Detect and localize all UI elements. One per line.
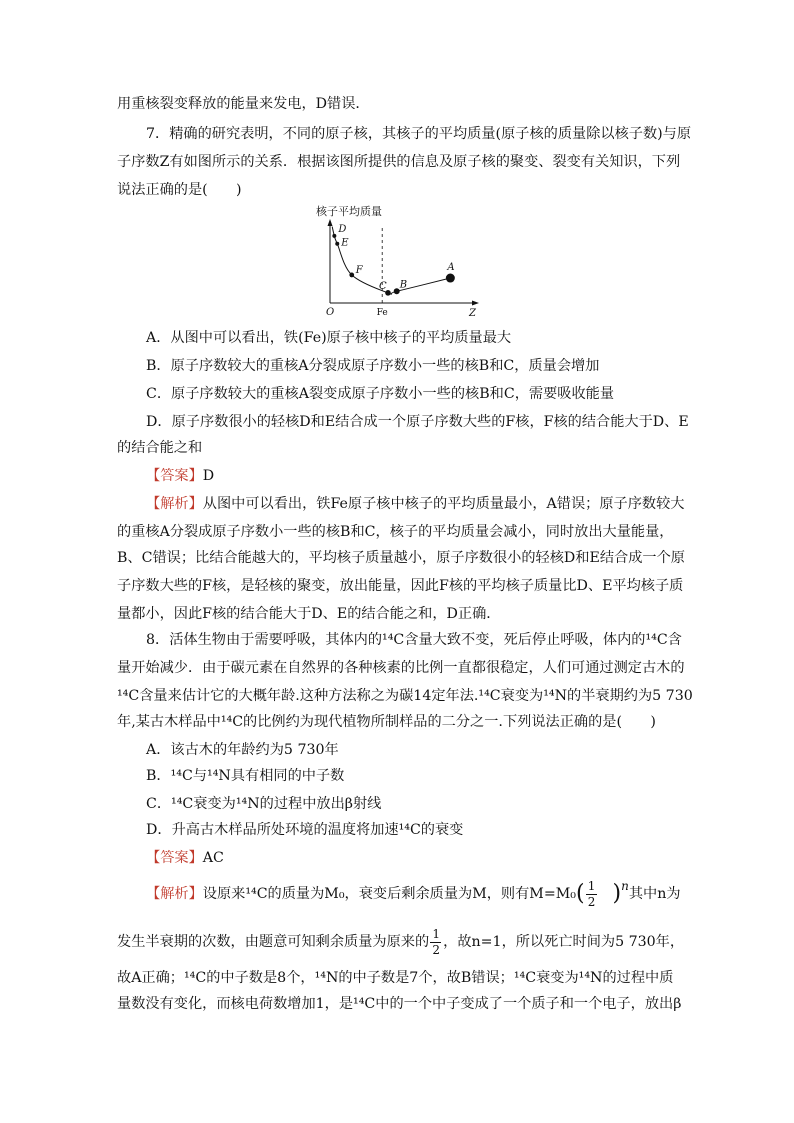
analysis-text: 其中n为 [628, 886, 681, 902]
answer-line [146, 466, 214, 486]
answer-value: AC [202, 850, 224, 866]
fraction-denominator: 2 [432, 943, 440, 957]
fraction-numerator: 1 [432, 927, 440, 941]
analysis-text: 发生半衰期的次数，由题意可知剩余质量为原来的 [117, 934, 430, 950]
question-7-stem: 说法正确的是( ) [117, 182, 242, 198]
option-a: A．该古木的年龄约为5 730年 [146, 742, 339, 758]
question-8-stem: ¹⁴C含量来估计它的大概年龄.这种方法称之为碳14定年法.¹⁴C衰变为¹⁴N的半衰期约为5 730 [117, 688, 693, 704]
fe-label: Fe [376, 308, 388, 318]
question-8-stem: 年,某古木样品中¹⁴C的比例约为现代植物所制样品的二分之一.下列说法正确的是( ) [117, 714, 656, 730]
fraction-half [429, 927, 443, 957]
analysis-line: 量数没有变化，而核电荷数增加1，是¹⁴C中的一个中子变成了一个质子和一个电子，放出β [117, 996, 682, 1012]
point-label-a: A [447, 262, 455, 274]
analysis-line: 量都小，因此F核的结合能大于D、E的结合能之和，D正确． [117, 606, 501, 622]
x-axis-label: Z [469, 308, 476, 319]
analysis-line: 的重核A分裂成原子序数小一些的核B和C，核子的平均质量会减小，同时放出大量能量， [117, 524, 674, 540]
analysis-line: B、C错误；比结合能越大的，平均核子质量越小，原子序数很小的轻核D和E结合成一个原 [117, 550, 685, 566]
option-b: B．原子序数较大的重核A分裂成原子序数小一些的核B和C，质量会增加 [146, 358, 600, 374]
y-axis-label: 核子平均质量 [316, 205, 382, 218]
point-a [446, 274, 455, 283]
x-axis-arrow [472, 301, 479, 306]
answer-tag: 【答案】 [146, 468, 203, 484]
option-a: A．从图中可以看出，铁(Fe)原子核中核子的平均质量最大 [146, 330, 512, 346]
analysis-text: 设原来¹⁴C的质量为M₀，衰变后剩余质量为M，则有M=M₀ [202, 886, 576, 902]
question-7-stem: 子序数Z有如图所示的关系．根据该图所提供的信息及原子核的聚变、裂变有关知识，下列 [117, 154, 681, 170]
point-label-c: C [379, 280, 387, 292]
exponent-n: n [621, 879, 629, 893]
analysis-line-formula [146, 879, 681, 909]
point-label-d: D [338, 223, 347, 235]
answer-value: D [202, 468, 215, 484]
origin-label: O [326, 307, 335, 318]
option-b: B．¹⁴C与¹⁴N具有相同的中子数 [146, 768, 345, 784]
fraction-denominator: 2 [587, 895, 596, 909]
point-d [332, 234, 336, 238]
analysis-tag: 【解析】 [146, 496, 203, 512]
analysis-text: 从图中可以看出，铁Fe原子核中核子的平均质量最小，A错误；原子序数较大 [202, 496, 685, 512]
analysis-line-fraction [117, 927, 685, 957]
option-d: D．原子序数很小的轻核D和E结合成一个原子序数大些的F核，F核的结合能大于D、E [146, 414, 689, 430]
question-7-stem: 7．精确的研究表明，不同的原子核，其核子的平均质量(原子核的质量除以核子数)与原 [146, 126, 692, 142]
analysis-text: ，故n=1，所以死亡时间为5 730年， [443, 934, 685, 950]
answer-tag: 【答案】 [146, 850, 203, 866]
fraction-numerator: 1 [587, 879, 596, 893]
answer-line [146, 848, 224, 868]
analysis-line: 故A正确；¹⁴C的中子数是8个，¹⁴N的中子数是7个，故B错误；¹⁴C衰变为¹⁴N的过程中质 [117, 970, 674, 986]
average-nucleon-mass-chart [310, 203, 490, 321]
point-label-e: E [341, 237, 349, 249]
analysis-line [146, 494, 684, 514]
analysis-tag: 【解析】 [146, 886, 203, 902]
point-f [349, 273, 354, 278]
option-d-cont: 的结合能之和 [117, 440, 203, 456]
question-8-stem: 8．活体生物由于需要呼吸，其体内的¹⁴C含量大致不变，死后停止呼吸，体内的¹⁴C含 [146, 632, 682, 648]
text-line: 用重核裂变释放的能量来发电，D错误． [117, 96, 370, 112]
option-c: C．¹⁴C衰变为¹⁴N的过程中放出β射线 [146, 796, 382, 812]
option-c: C．原子序数较大的重核A裂变成原子序数小一些的核B和C，需要吸收能量 [146, 386, 615, 402]
fraction-half [585, 879, 599, 909]
right-paren: ) [612, 881, 622, 906]
question-8-stem: 量开始减少．由于碳元素在自然界的各种核素的比例一直都很稳定，人们可通过测定古木的 [117, 660, 685, 676]
option-d: D．升高古木样品所处环境的温度将加速¹⁴C的衰变 [146, 822, 464, 838]
point-e [335, 242, 339, 246]
point-label-b: B [399, 279, 408, 291]
left-paren: ( [575, 881, 585, 906]
y-axis-arrow [328, 219, 333, 226]
analysis-line: 子序数大些的F核，是轻核的聚变，放出能量，因此F核的平均核子质量比D、E平均核子质 [117, 578, 684, 594]
point-label-f: F [355, 264, 363, 276]
mass-curve [332, 227, 450, 295]
